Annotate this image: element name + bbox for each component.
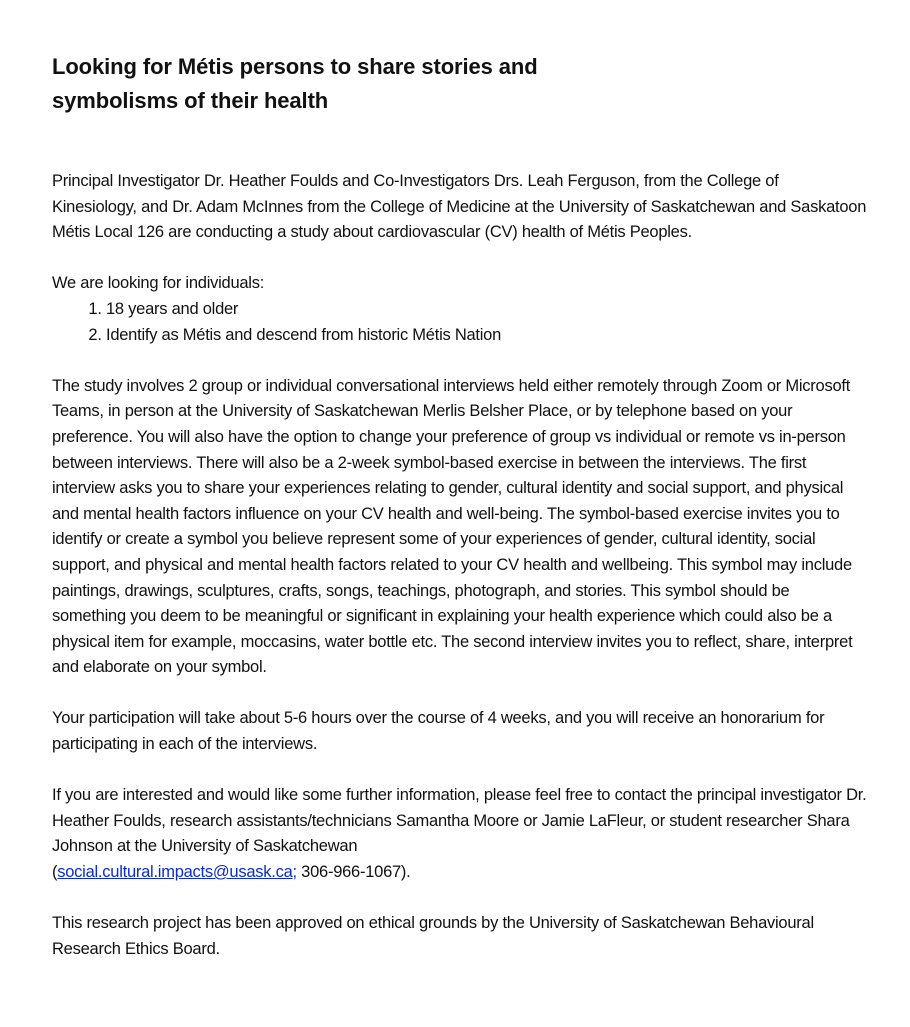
phone-number: 306-966-1067). xyxy=(296,863,411,882)
page-title: Looking for Métis persons to share stories and symbolisms of their health xyxy=(52,54,538,113)
criteria-item: 1. 18 years and older xyxy=(106,297,867,323)
email-link[interactable]: social.cultural.impacts@usask.ca; xyxy=(57,863,297,882)
contact-text: If you are interested and would like some further information, please feel free to contact the principal investigator Dr. Heather Foulds, research assistants/technicians Samantha Moore or Jamie LaFleur, or student researcher Shara Johnson at the University of Saskatchewan xyxy=(52,786,867,856)
criteria-item: 2. Identify as Métis and descend from historic Métis Nation xyxy=(106,323,867,349)
intro-paragraph: Principal Investigator Dr. Heather Foulds and Co-Investigators Drs. Leah Ferguson, from the College of Kinesiology, and Dr. Adam McInnes from the College of Medicine at the University of Saskatchewan and Saskatoon Métis Local 126 are conducting a study about cardiovascular (CV) health of Métis Peoples. xyxy=(52,172,867,242)
criteria-list xyxy=(52,297,867,348)
participation-paragraph: Your participation will take about 5-6 hours over the course of 4 weeks, and you will receive an honorarium for participating in each of the interviews. xyxy=(52,709,825,754)
open-paren: ( xyxy=(52,863,58,882)
study-description-paragraph: The study involves 2 group or individual conversational interviews held either remotely through Zoom or Microsoft Teams, in person at the University of Saskatchewan Merlis Belsher Place, or by telephone based on your preference. You will also have the option to change your preference of group vs individual or remote vs in-person between interviews. There will also be a 2-week symbol-based exercise in between the interviews. The first interview asks you to share your experiences relating to gender, cultural identity and social support, and physical and mental health factors influence on your CV health and well-being. The symbol-based exercise invites you to identify or create a symbol you believe represent some of your experiences of gender, cultural identity, social support, and physical and mental health factors related to your CV health and wellbeing. This symbol may include paintings, drawings, sculptures, crafts, songs, teachings, photograph, and stories. This symbol should be something you deem to be meaningful or significant in explaining your health experience which could also be a physical item for example, moccasins, water bottle etc. The second interview invites you to reflect, share, interpret and elaborate on your symbol. xyxy=(52,376,853,677)
document-body xyxy=(52,169,867,988)
ethics-paragraph: This research project has been approved on ethical grounds by the University of Saskatchewan Behavioural Research Ethics Board. xyxy=(52,914,814,958)
criteria-heading: We are looking for individuals: xyxy=(52,274,265,293)
contact-paragraph xyxy=(52,783,867,885)
